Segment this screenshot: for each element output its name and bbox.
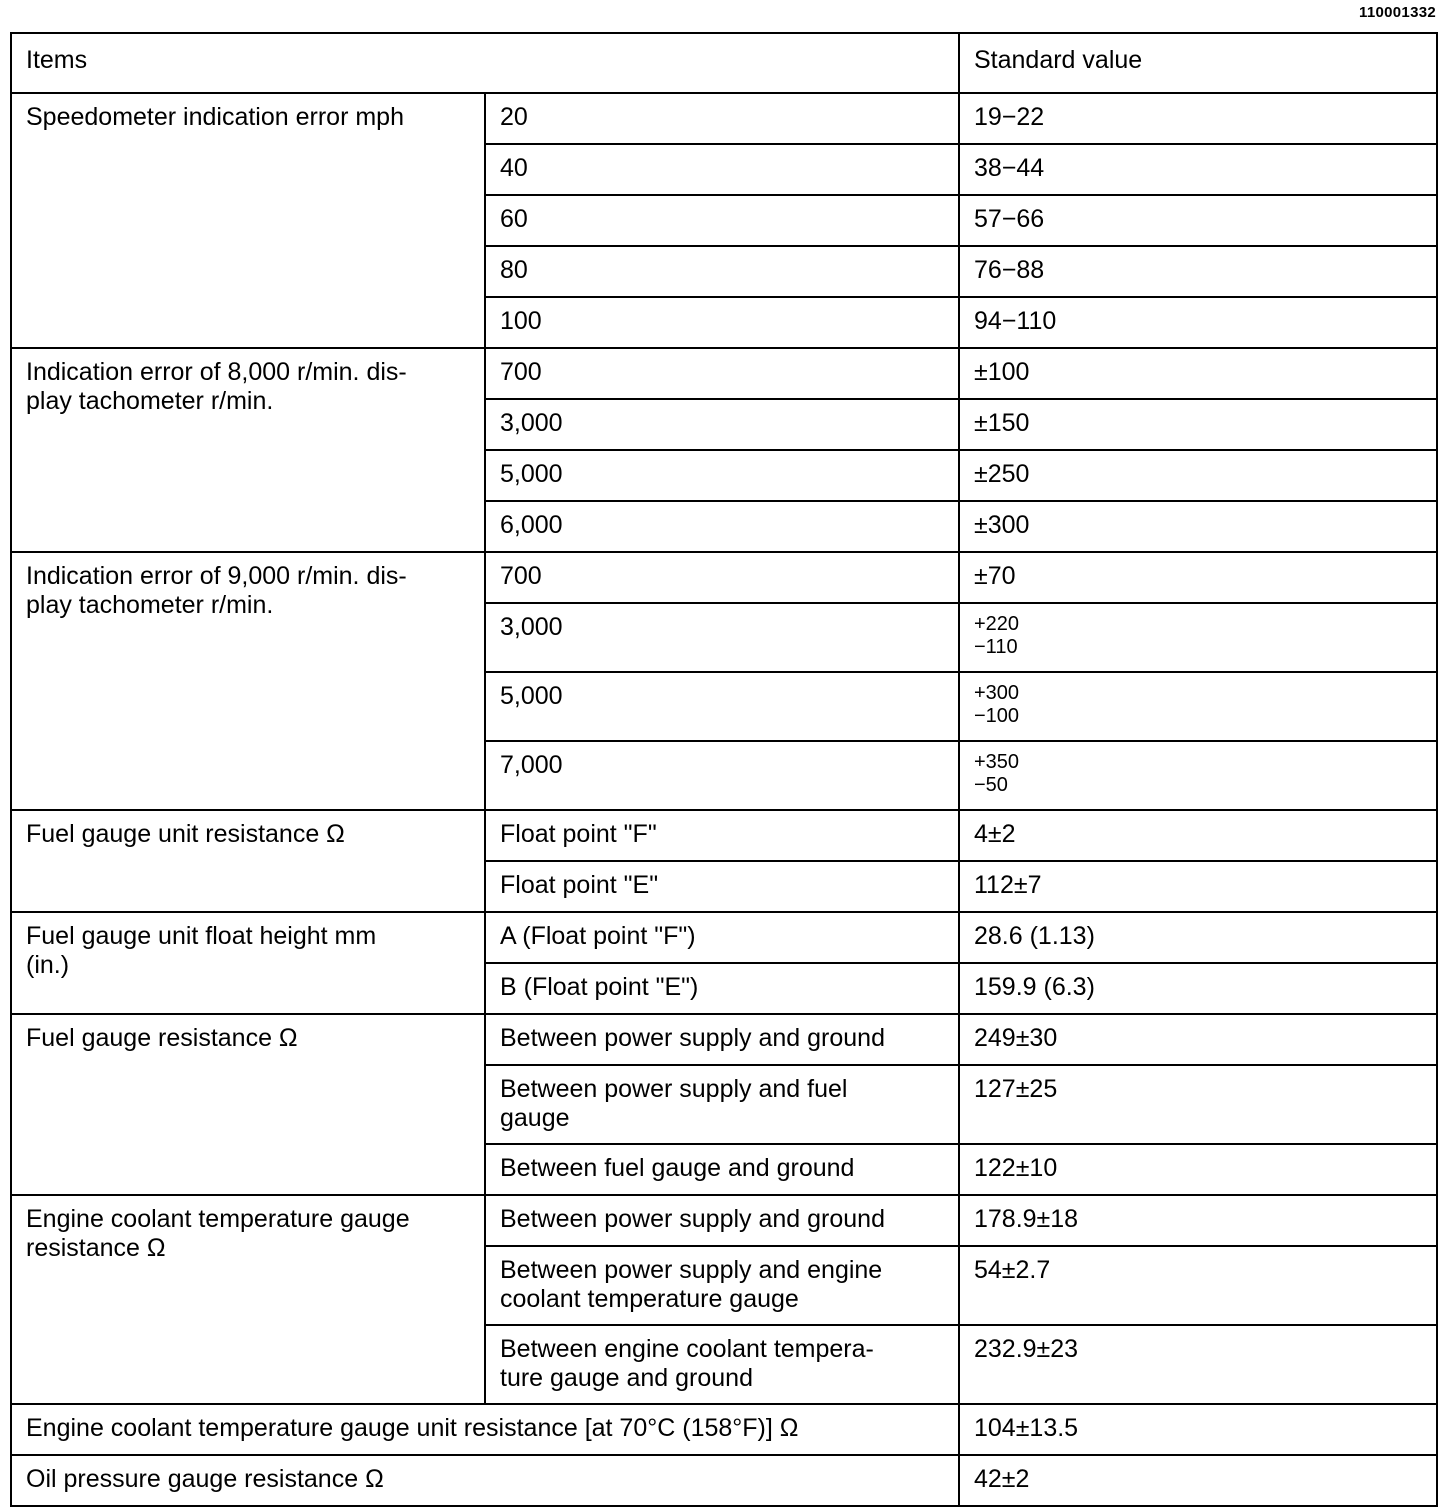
standard-value-cell: 232.9±23 bbox=[959, 1325, 1437, 1404]
header-items: Items bbox=[11, 33, 959, 93]
standard-value-cell: 28.6 (1.13) bbox=[959, 912, 1437, 963]
condition-cell: 7,000 bbox=[485, 741, 959, 810]
standard-value-cell: 57−66 bbox=[959, 195, 1437, 246]
tolerance-plus: +220 bbox=[974, 613, 1020, 635]
condition-cell: 3,000 bbox=[485, 399, 959, 450]
standard-value-cell: ±150 bbox=[959, 399, 1437, 450]
header-standard-value: Standard value bbox=[959, 33, 1437, 93]
standard-value-cell: ±70 bbox=[959, 552, 1437, 603]
item-cell: Indication error of 8,000 r/min. dis- play tachometer r/min. bbox=[11, 348, 485, 552]
standard-value-cell: 94−110 bbox=[959, 297, 1437, 348]
condition-cell: Between power supply and fuel gauge bbox=[485, 1065, 959, 1144]
condition-cell: 3,000 bbox=[485, 603, 959, 672]
item-cell: Fuel gauge resistance Ω bbox=[11, 1014, 485, 1195]
tolerance-minus: −100 bbox=[974, 705, 1020, 727]
condition-cell: 5,000 bbox=[485, 672, 959, 741]
condition-cell: Between power supply and ground bbox=[485, 1195, 959, 1246]
standard-value-cell: 104±13.5 bbox=[959, 1404, 1437, 1455]
tolerance-minus: −50 bbox=[974, 774, 1008, 796]
condition-cell: Between fuel gauge and ground bbox=[485, 1144, 959, 1195]
item-cell: Engine coolant temperature gauge unit resistance [at 70°C (158°F)] Ω bbox=[11, 1404, 959, 1455]
tolerance-plus: +300 bbox=[974, 682, 1020, 704]
table-row bbox=[11, 552, 1437, 603]
tolerance-range bbox=[974, 613, 1422, 659]
standard-value-cell: ±250 bbox=[959, 450, 1437, 501]
standard-value-cell: ±100 bbox=[959, 348, 1437, 399]
condition-cell: Float point "F" bbox=[485, 810, 959, 861]
item-cell: Indication error of 9,000 r/min. dis- play tachometer r/min. bbox=[11, 552, 485, 810]
standard-value-cell: 38−44 bbox=[959, 144, 1437, 195]
document-id: 110001332 bbox=[1359, 4, 1436, 21]
table-row bbox=[11, 1014, 1437, 1065]
table-row bbox=[11, 348, 1437, 399]
condition-cell: 700 bbox=[485, 348, 959, 399]
condition-cell: 5,000 bbox=[485, 450, 959, 501]
standard-value-cell: 112±7 bbox=[959, 861, 1437, 912]
condition-cell: 700 bbox=[485, 552, 959, 603]
standard-value-cell bbox=[959, 741, 1437, 810]
table-row bbox=[11, 93, 1437, 144]
tolerance-minus: −110 bbox=[974, 636, 1018, 658]
table-row bbox=[11, 1195, 1437, 1246]
standard-value-cell: 76−88 bbox=[959, 246, 1437, 297]
table-row bbox=[11, 1404, 1437, 1455]
table-header-row bbox=[11, 33, 1437, 93]
standard-value-cell bbox=[959, 672, 1437, 741]
condition-cell: Float point "E" bbox=[485, 861, 959, 912]
item-cell: Engine coolant temperature gauge resistance Ω bbox=[11, 1195, 485, 1404]
table-row bbox=[11, 1455, 1437, 1506]
standard-value-cell bbox=[959, 603, 1437, 672]
condition-cell: Between engine coolant tempera- ture gauge and ground bbox=[485, 1325, 959, 1404]
standard-value-cell: 127±25 bbox=[959, 1065, 1437, 1144]
condition-cell: 20 bbox=[485, 93, 959, 144]
standard-value-cell: ±300 bbox=[959, 501, 1437, 552]
condition-cell: 40 bbox=[485, 144, 959, 195]
condition-cell: 100 bbox=[485, 297, 959, 348]
standard-value-cell: 178.9±18 bbox=[959, 1195, 1437, 1246]
tolerance-range bbox=[974, 682, 1422, 728]
standard-value-cell: 249±30 bbox=[959, 1014, 1437, 1065]
item-cell: Oil pressure gauge resistance Ω bbox=[11, 1455, 959, 1506]
standard-value-cell: 54±2.7 bbox=[959, 1246, 1437, 1325]
condition-cell: Between power supply and ground bbox=[485, 1014, 959, 1065]
tolerance-range bbox=[974, 751, 1422, 797]
table-row bbox=[11, 810, 1437, 861]
standard-value-cell: 4±2 bbox=[959, 810, 1437, 861]
standard-value-cell: 19−22 bbox=[959, 93, 1437, 144]
specification-table bbox=[10, 32, 1438, 1507]
standard-value-cell: 42±2 bbox=[959, 1455, 1437, 1506]
condition-cell: B (Float point "E") bbox=[485, 963, 959, 1014]
condition-cell: 6,000 bbox=[485, 501, 959, 552]
condition-cell: 60 bbox=[485, 195, 959, 246]
tolerance-plus: +350 bbox=[974, 751, 1020, 773]
item-cell: Fuel gauge unit float height mm (in.) bbox=[11, 912, 485, 1014]
standard-value-cell: 159.9 (6.3) bbox=[959, 963, 1437, 1014]
item-cell: Fuel gauge unit resistance Ω bbox=[11, 810, 485, 912]
standard-value-cell: 122±10 bbox=[959, 1144, 1437, 1195]
condition-cell: 80 bbox=[485, 246, 959, 297]
table-row bbox=[11, 912, 1437, 963]
condition-cell: Between power supply and engine coolant temperature gauge bbox=[485, 1246, 959, 1325]
item-cell: Speedometer indication error mph bbox=[11, 93, 485, 348]
condition-cell: A (Float point "F") bbox=[485, 912, 959, 963]
